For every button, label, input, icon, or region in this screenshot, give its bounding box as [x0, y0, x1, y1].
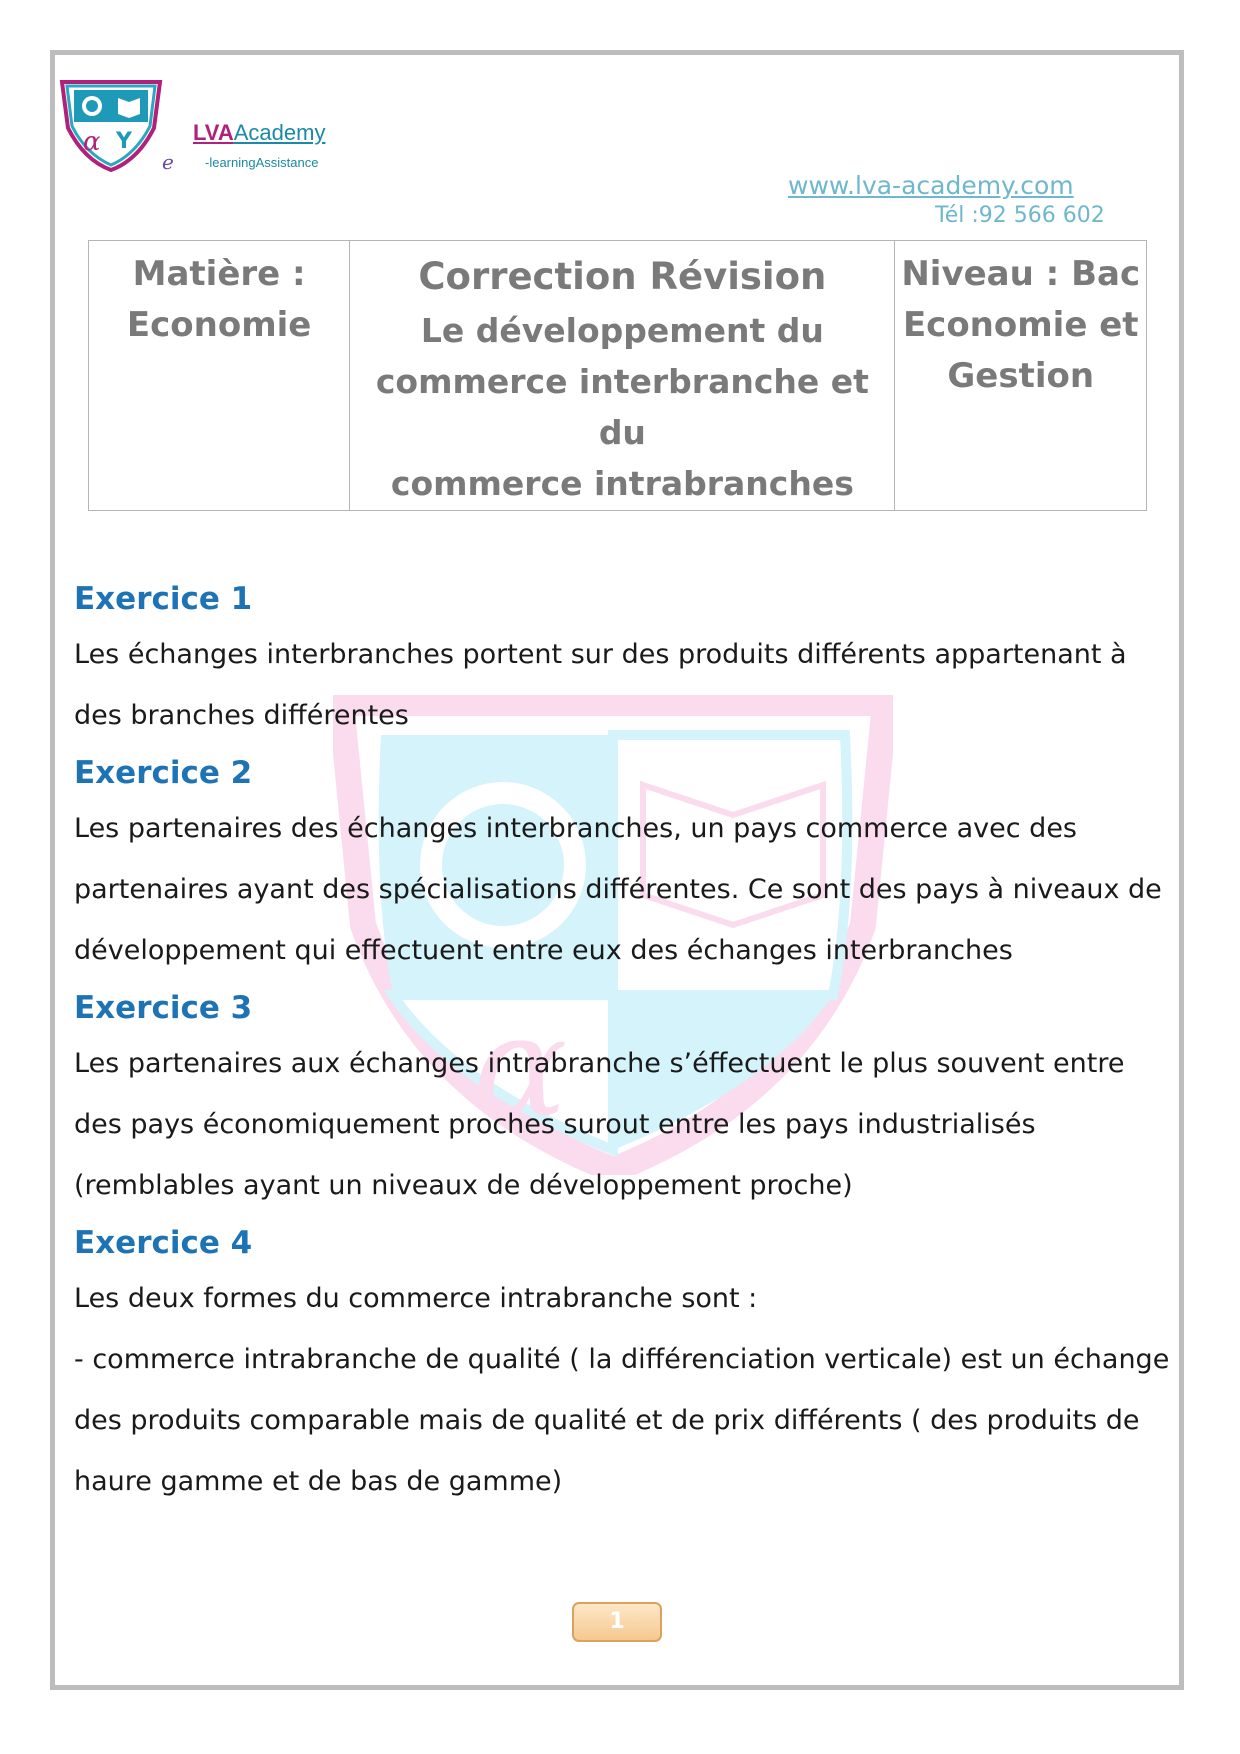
exercise-3-line: Les partenaires aux échanges intrabranche s’éffectuent le plus souvent entre [74, 1048, 1125, 1079]
exercise-1-body [74, 624, 1164, 746]
exercise-list [74, 574, 1170, 1514]
svg-text:α: α [83, 127, 101, 157]
svg-text:Y: Y [116, 129, 132, 154]
document-title: Correction Révision [418, 255, 827, 298]
exercise-3-body [74, 1033, 1164, 1216]
level-line-3: Gestion [947, 356, 1095, 396]
svg-text:α: α [473, 986, 568, 1149]
lva-logo-icon [58, 80, 164, 172]
exercise-1-line: des branches différentes [74, 700, 409, 731]
phone-number: Tél :92 566 602 [935, 203, 1105, 228]
title-cell [350, 241, 895, 511]
exercise-4-line: - commerce intrabranche de qualité ( la différenciation verticale) est un échange [74, 1344, 1170, 1375]
info-table [88, 240, 1147, 511]
exercise-3-line: (remblables ayant un niveaux de développement proche) [74, 1170, 853, 1201]
exercise-4-body [74, 1268, 1170, 1512]
exercise-1-title: Exercice 1 [74, 581, 253, 617]
exercise-4-line: haure gamme et de bas de gamme) [74, 1466, 563, 1497]
exercise-1-line: Les échanges interbranches portent sur des produits différents appartenant à [74, 639, 1127, 670]
exercise-2-body [74, 798, 1164, 981]
level-cell [895, 241, 1147, 511]
exercise-2-line: Les partenaires des échanges interbranches, un pays commerce avec des [74, 813, 1077, 844]
level-line-1: Niveau : Bac [901, 254, 1141, 294]
brand-tagline: -learningAssistance [205, 155, 319, 170]
brand-e-letter: e [162, 150, 174, 174]
exercise-3-title: Exercice 3 [74, 990, 253, 1026]
exercise-3-line: des pays économiquement proches surout entre les pays industrialisés [74, 1109, 1036, 1140]
exercise-4-line: Les deux formes du commerce intrabranche sont : [74, 1283, 758, 1314]
exercise-2-line: développement qui effectuent entre eux des échanges interbranches [74, 935, 1013, 966]
subtitle-line-3: commerce intrabranches [390, 464, 854, 503]
subtitle-line-2: commerce interbranche et du [375, 362, 869, 452]
brand-name[interactable]: LVAAcademy [193, 120, 326, 145]
level-line-2: Economie et [902, 305, 1139, 345]
page-number-badge: 1 [572, 1602, 662, 1642]
subtitle-line-1: Le développement du [420, 311, 824, 350]
exercise-4-line: des produits comparable mais de qualité et de prix différents ( des produits de [74, 1405, 1140, 1436]
exercise-4-title: Exercice 4 [74, 1225, 253, 1261]
website-link[interactable]: www.lva-academy.com [788, 171, 1074, 200]
exercise-2-title: Exercice 2 [74, 755, 253, 791]
subject-cell [89, 241, 350, 511]
subject-label: Matière : [132, 254, 306, 294]
exercise-2-line: partenaires ayant des spécialisations différentes. Ce sont des pays à niveaux de [74, 874, 1162, 905]
subject-value: Economie [126, 305, 312, 345]
